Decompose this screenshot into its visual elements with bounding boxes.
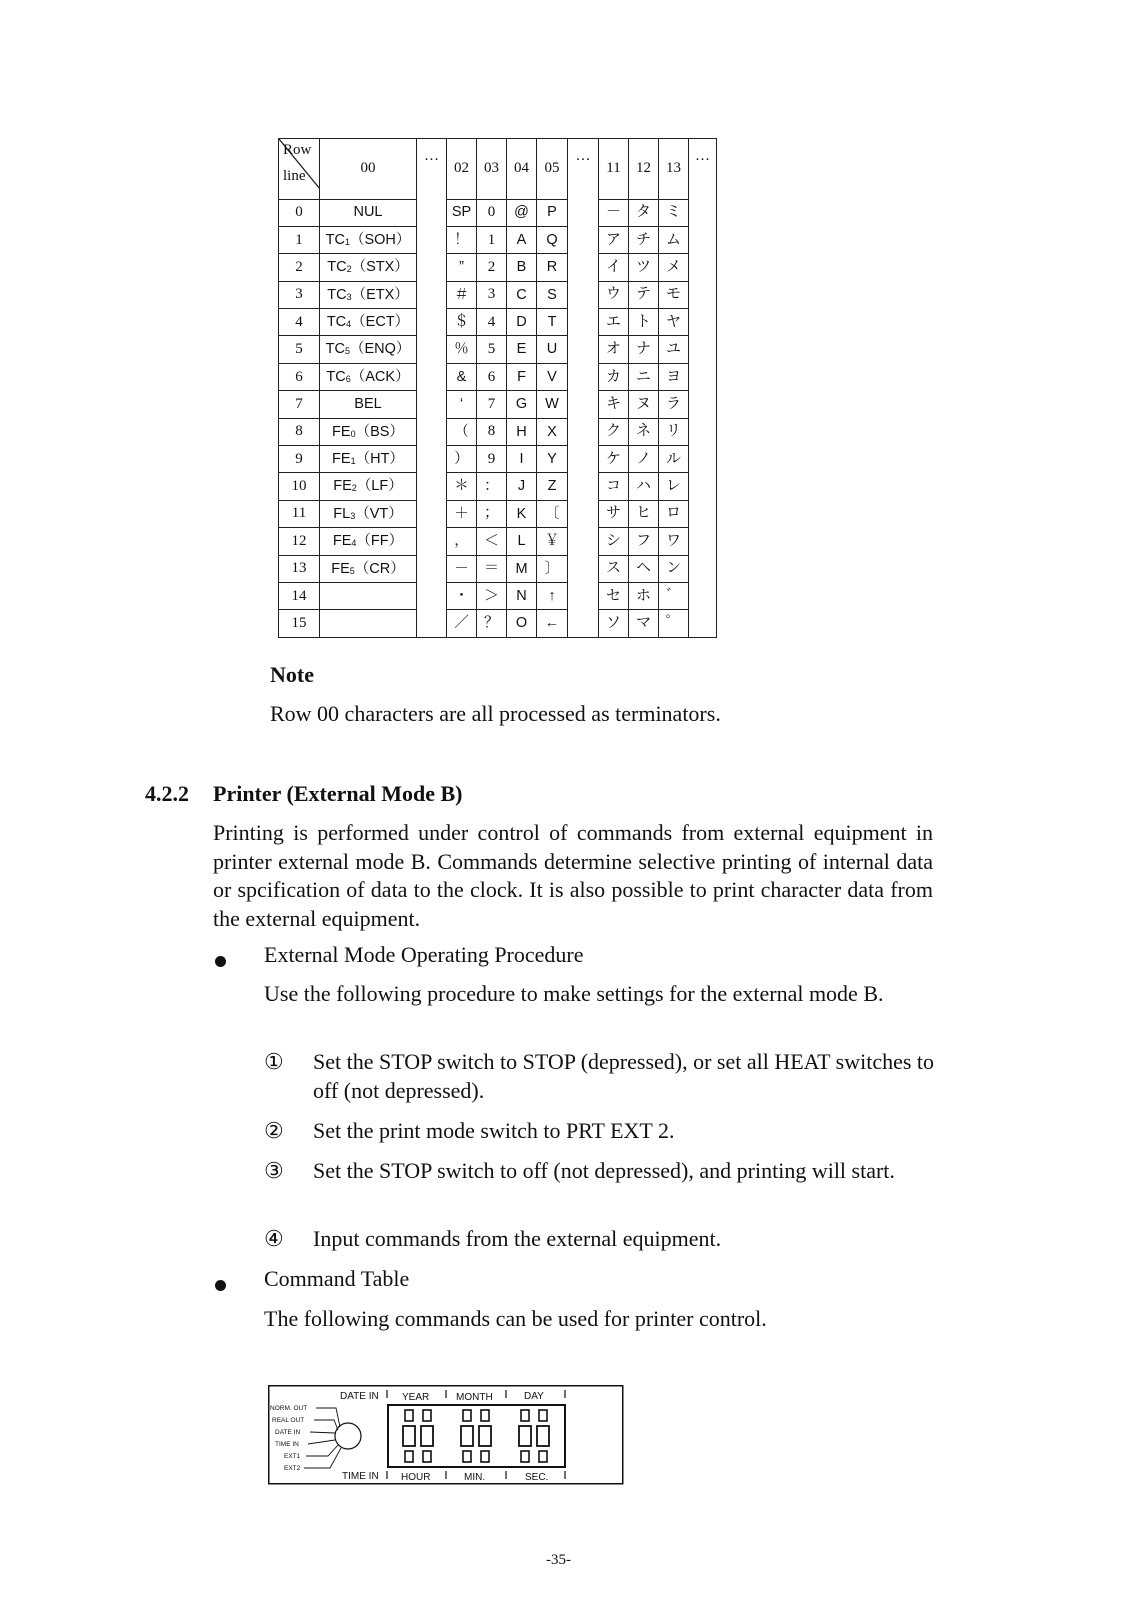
bullet-icon: [215, 956, 226, 967]
field-separators: [387, 1390, 565, 1479]
table-cell-c13: ル: [659, 446, 689, 473]
table-gap-cell: [417, 446, 447, 473]
row-line-number: 0: [279, 199, 320, 226]
row-line-number: 1: [279, 226, 320, 253]
step-number: ④: [264, 1226, 284, 1251]
table-cell-c02: &: [447, 363, 477, 390]
panel-date-in-label: DATE IN: [340, 1391, 379, 1402]
column-header: 03: [477, 139, 507, 200]
table-cell-c11: セ: [599, 582, 629, 609]
table-cell-c11: コ: [599, 473, 629, 500]
thumbwheel-digit: [521, 1410, 529, 1421]
table-cell-c00: $FE_0(BS)$: [320, 418, 417, 445]
table-cell-c12: ト: [629, 309, 659, 336]
table-cell-c12: ノ: [629, 446, 659, 473]
table-cell-c02: ，: [447, 528, 477, 555]
table-cell-c12: ツ: [629, 254, 659, 281]
table-header-row: [279, 139, 717, 200]
table-cell-c03: 0: [477, 199, 507, 226]
table-gap-cell: [568, 391, 599, 418]
column-header: 02: [447, 139, 477, 200]
row-line-number: 6: [279, 363, 320, 390]
table-cell-c11: ソ: [599, 610, 629, 637]
column-header: 13: [659, 139, 689, 200]
thumbwheel-digit: [539, 1410, 547, 1421]
table-gap-cell: [417, 363, 447, 390]
row-line-number: 12: [279, 528, 320, 555]
step-text: Set the print mode switch to PRT EXT 2.: [313, 1118, 675, 1143]
column-header: 05: [537, 139, 568, 200]
field-label-sec: SEC.: [525, 1472, 549, 1483]
thumbwheel-digit: [521, 1451, 529, 1462]
table-gap-cell: [689, 254, 717, 281]
table-gap-cell: [689, 473, 717, 500]
table-cell-c05: X: [537, 418, 568, 445]
table-cell-c00: $FE_5(CR)$: [320, 555, 417, 582]
table-cell-c03: ：: [477, 473, 507, 500]
note-heading: Note: [270, 662, 314, 687]
table-cell-c13: ヨ: [659, 363, 689, 390]
row-line-number: 13: [279, 555, 320, 582]
table-row: [279, 528, 717, 555]
row-line-number: 8: [279, 418, 320, 445]
row-line-number: 2: [279, 254, 320, 281]
table-gap-cell: [689, 391, 717, 418]
table-cell-c12: テ: [629, 281, 659, 308]
table-row: [279, 391, 717, 418]
table-cell-c03: 3: [477, 281, 507, 308]
selector-label: DATE IN: [275, 1429, 301, 1436]
table-gap-cell: [417, 226, 447, 253]
table-gap-cell: [568, 446, 599, 473]
table-row: [279, 446, 717, 473]
table-cell-c11: ケ: [599, 446, 629, 473]
row-line-number: 14: [279, 582, 320, 609]
step-number: ①: [264, 1049, 284, 1074]
row-line-number: 4: [279, 309, 320, 336]
step-number: ②: [264, 1118, 284, 1143]
table-gap-cell: [689, 418, 717, 445]
table-cell-c03: 2: [477, 254, 507, 281]
table-row: [279, 610, 717, 637]
table-cell-c04: H: [507, 418, 537, 445]
table-gap-cell: [417, 199, 447, 226]
table-cell-c05: 〔: [537, 500, 568, 527]
print-mode-panel-diagram: [268, 1385, 624, 1485]
row-line-number: 5: [279, 336, 320, 363]
table-cell-c04: K: [507, 500, 537, 527]
table-cell-c04: I: [507, 446, 537, 473]
table-row: [279, 226, 717, 253]
table-gap-cell: [568, 226, 599, 253]
table-gap-cell: [689, 226, 717, 253]
column-header: 00: [320, 139, 417, 200]
table-cell-c04: D: [507, 309, 537, 336]
table-row: [279, 363, 717, 390]
table-cell-c00: $TC_2(STX)$: [320, 254, 417, 281]
table-gap-cell: [689, 199, 717, 226]
table-row: [279, 281, 717, 308]
table-row: [279, 582, 717, 609]
table-cell-c00: $FE_1(HT)$: [320, 446, 417, 473]
thumbwheel-digit: [539, 1451, 547, 1462]
row-line-number: 7: [279, 391, 320, 418]
row-line-number: 10: [279, 473, 320, 500]
table-cell-c00: NUL: [320, 199, 417, 226]
table-row: [279, 500, 717, 527]
table-cell-c03: ＞: [477, 582, 507, 609]
table-cell-c03: 6: [477, 363, 507, 390]
section-number: 4.2.2: [145, 781, 189, 806]
thumbwheel-digit: [519, 1426, 531, 1446]
table-cell-c02: －: [447, 555, 477, 582]
table-cell-c03: ；: [477, 500, 507, 527]
table-row: [279, 336, 717, 363]
thumbwheel-digit: [423, 1451, 431, 1462]
procedure-title: External Mode Operating Procedure: [264, 942, 584, 967]
table-cell-c11: ア: [599, 226, 629, 253]
table-cell-c05: W: [537, 391, 568, 418]
selector-label: EXT2: [284, 1465, 301, 1472]
thumbwheel-digit: [421, 1426, 433, 1446]
table-cell-c03: 9: [477, 446, 507, 473]
section-title: Printer (External Mode B): [213, 781, 463, 806]
table-cell-c03: ＝: [477, 555, 507, 582]
table-cell-c03: 1: [477, 226, 507, 253]
page-number: -35-: [546, 1552, 571, 1568]
field-label-min: MIN.: [464, 1472, 486, 1483]
table-cell-c05: Z: [537, 473, 568, 500]
table-gap-cell: [568, 199, 599, 226]
table-cell-c04: B: [507, 254, 537, 281]
column-header-ellipsis: …: [568, 139, 599, 200]
table-cell-c00: $FE_2(LF)$: [320, 473, 417, 500]
table-cell-c05: Q: [537, 226, 568, 253]
table-cell-c02: ！: [447, 226, 477, 253]
table-row: [279, 473, 717, 500]
thumbwheel-digit: [463, 1451, 471, 1462]
note-text: Row 00 characters are all processed as terminators.: [270, 701, 721, 726]
row-line-corner-cell: [279, 139, 320, 200]
table-cell-c00: $FL_3(VT)$: [320, 500, 417, 527]
table-cell-c02: ‘: [447, 391, 477, 418]
table-cell-c12: ヒ: [629, 500, 659, 527]
table-cell-c04: N: [507, 582, 537, 609]
table-cell-c02: ％: [447, 336, 477, 363]
column-header-ellipsis: …: [689, 139, 717, 200]
table-cell-c12: ヌ: [629, 391, 659, 418]
table-cell-c12: ニ: [629, 363, 659, 390]
selector-label: NORM. OUT: [270, 1405, 308, 1412]
thumbwheel-digit: [405, 1451, 413, 1462]
table-cell-c11: サ: [599, 500, 629, 527]
table-cell-c11: オ: [599, 336, 629, 363]
table-cell-c04: F: [507, 363, 537, 390]
table-cell-c02: ＄: [447, 309, 477, 336]
mode-selector-knob: [335, 1423, 361, 1449]
table-cell-c04: G: [507, 391, 537, 418]
table-cell-c03: 4: [477, 309, 507, 336]
table-cell-c05: ￥: [537, 528, 568, 555]
table-cell-c03: 8: [477, 418, 507, 445]
table-cell-c03: ＜: [477, 528, 507, 555]
table-cell-c11: エ: [599, 309, 629, 336]
table-cell-c00: $TC_5(ENQ)$: [320, 336, 417, 363]
thumbwheel-digit: [403, 1426, 415, 1446]
table-cell-c00: $FE_4(FF)$: [320, 528, 417, 555]
table-gap-cell: [689, 555, 717, 582]
row-line-number: 15: [279, 610, 320, 637]
table-cell-c04: E: [507, 336, 537, 363]
table-cell-c00: $TC_3(ETX)$: [320, 281, 417, 308]
table-cell-c05: ↑: [537, 582, 568, 609]
table-cell-c04: A: [507, 226, 537, 253]
table-gap-cell: [568, 555, 599, 582]
table-gap-cell: [417, 336, 447, 363]
table-row: [279, 254, 717, 281]
field-label-hour: HOUR: [401, 1472, 431, 1483]
table-cell-c05: ←: [537, 610, 568, 637]
selector-label: EXT1: [284, 1453, 301, 1460]
table-gap-cell: [417, 555, 447, 582]
table-row: [279, 555, 717, 582]
table-cell-c13: レ: [659, 473, 689, 500]
table-cell-c12: ハ: [629, 473, 659, 500]
table-gap-cell: [689, 336, 717, 363]
table-gap-cell: [568, 281, 599, 308]
step-number: ③: [264, 1158, 284, 1183]
bullet-icon: [215, 1280, 226, 1291]
table-gap-cell: [417, 528, 447, 555]
table-cell-c00: BEL: [320, 391, 417, 418]
section-paragraph: Printing is performed under control of commands from external equipment in printer external mode B. Commands determine selective printing of internal data or spcification of data to the clock. It is also possible to print character data from the external equipment.: [213, 820, 933, 931]
table-gap-cell: [417, 254, 447, 281]
table-gap-cell: [568, 336, 599, 363]
table-cell-c02: ＊: [447, 473, 477, 500]
table-cell-c05: U: [537, 336, 568, 363]
table-cell-c04: C: [507, 281, 537, 308]
procedure-intro: Use the following procedure to make settings for the external mode B.: [264, 981, 884, 1006]
table-cell-c00: $TC_1(SOH)$: [320, 226, 417, 253]
panel-time-in-label: TIME IN: [342, 1471, 379, 1482]
table-cell-c03: 5: [477, 336, 507, 363]
table-cell-c12: ネ: [629, 418, 659, 445]
table-cell-c13: リ: [659, 418, 689, 445]
thumbwheel-digit: [479, 1426, 491, 1446]
table-gap-cell: [689, 363, 717, 390]
table-gap-cell: [417, 610, 447, 637]
table-row: [279, 418, 717, 445]
table-gap-cell: [568, 528, 599, 555]
row-line-number: 11: [279, 500, 320, 527]
table-cell-c02: ＃: [447, 281, 477, 308]
step-text: Set the STOP switch to off (not depressed), and printing will start.: [313, 1158, 895, 1183]
column-header-ellipsis: …: [417, 139, 447, 200]
table-gap-cell: [689, 281, 717, 308]
table-cell-c13: ワ: [659, 528, 689, 555]
thumbwheel-switches: [403, 1410, 549, 1462]
table-cell-c13: モ: [659, 281, 689, 308]
table-cell-c04: J: [507, 473, 537, 500]
table-cell-c00: [320, 582, 417, 609]
table-cell-c11: カ: [599, 363, 629, 390]
table-cell-c11: ウ: [599, 281, 629, 308]
thumbwheel-digit: [481, 1410, 489, 1421]
table-cell-c13: ロ: [659, 500, 689, 527]
table-row: [279, 199, 717, 226]
table-cell-c12: ホ: [629, 582, 659, 609]
table-cell-c12: マ: [629, 610, 659, 637]
table-cell-c02: （: [447, 418, 477, 445]
table-gap-cell: [689, 582, 717, 609]
table-cell-c12: ナ: [629, 336, 659, 363]
table-cell-c13: メ: [659, 254, 689, 281]
command-table-intro: The following commands can be used for printer control.: [264, 1306, 767, 1331]
table-cell-c11: イ: [599, 254, 629, 281]
selector-label: TIME IN: [275, 1441, 299, 1448]
table-cell-c12: チ: [629, 226, 659, 253]
table-cell-c04: @: [507, 199, 537, 226]
field-label-year: YEAR: [402, 1392, 430, 1403]
table-row: [279, 309, 717, 336]
table-cell-c05: 〕: [537, 555, 568, 582]
table-cell-c12: ヘ: [629, 555, 659, 582]
table-cell-c13: ヤ: [659, 309, 689, 336]
column-header: 11: [599, 139, 629, 200]
field-label-month: MONTH: [456, 1392, 493, 1403]
table-gap-cell: [568, 473, 599, 500]
table-gap-cell: [689, 446, 717, 473]
table-cell-c05: T: [537, 309, 568, 336]
thumbwheel-digit: [537, 1426, 549, 1446]
table-gap-cell: [689, 309, 717, 336]
table-gap-cell: [417, 391, 447, 418]
character-code-table: [278, 138, 717, 638]
table-gap-cell: [417, 500, 447, 527]
table-gap-cell: [417, 418, 447, 445]
table-cell-c04: M: [507, 555, 537, 582]
table-cell-c11: ス: [599, 555, 629, 582]
corner-row-label: Row: [283, 142, 312, 158]
table-cell-c12: フ: [629, 528, 659, 555]
table-cell-c03: 7: [477, 391, 507, 418]
table-gap-cell: [568, 582, 599, 609]
table-cell-c11: シ: [599, 528, 629, 555]
table-cell-c13: ミ: [659, 199, 689, 226]
table-cell-c05: P: [537, 199, 568, 226]
table-cell-c13: ユ: [659, 336, 689, 363]
table-gap-cell: [568, 254, 599, 281]
row-line-number: 3: [279, 281, 320, 308]
table-cell-c13: ゜: [659, 610, 689, 637]
table-gap-cell: [689, 528, 717, 555]
table-cell-c02: ”: [447, 254, 477, 281]
column-header: 12: [629, 139, 659, 200]
table-gap-cell: [417, 473, 447, 500]
table-gap-cell: [568, 500, 599, 527]
table-gap-cell: [417, 281, 447, 308]
thumbwheel-digit: [423, 1410, 431, 1421]
table-gap-cell: [568, 418, 599, 445]
table-cell-c02: ）: [447, 446, 477, 473]
table-cell-c02: ・: [447, 582, 477, 609]
table-cell-c02: ＋: [447, 500, 477, 527]
table-cell-c13: ラ: [659, 391, 689, 418]
table-cell-c13: ム: [659, 226, 689, 253]
table-gap-cell: [689, 610, 717, 637]
table-cell-c04: O: [507, 610, 537, 637]
table-gap-cell: [417, 309, 447, 336]
table-cell-c05: Y: [537, 446, 568, 473]
thumbwheel-digit: [405, 1410, 413, 1421]
table-cell-c13: ゛: [659, 582, 689, 609]
panel-outline: [269, 1386, 623, 1484]
step-text: Input commands from the external equipment.: [313, 1226, 722, 1251]
column-header: 04: [507, 139, 537, 200]
table-cell-c11: ク: [599, 418, 629, 445]
table-gap-cell: [689, 500, 717, 527]
table-cell-c02: ／: [447, 610, 477, 637]
table-cell-c05: V: [537, 363, 568, 390]
table-cell-c00: [320, 610, 417, 637]
table-gap-cell: [568, 363, 599, 390]
table-cell-c11: －: [599, 199, 629, 226]
command-table-title: Command Table: [264, 1266, 410, 1291]
table-cell-c02: SP: [447, 199, 477, 226]
thumbwheel-digit: [481, 1451, 489, 1462]
table-cell-c00: $TC_4(ECT)$: [320, 309, 417, 336]
field-label-day: DAY: [524, 1391, 544, 1402]
thumbwheel-digit: [463, 1410, 471, 1421]
table-gap-cell: [568, 309, 599, 336]
thumbwheel-digit: [461, 1426, 473, 1446]
table-cell-c05: R: [537, 254, 568, 281]
corner-line-label: line: [283, 168, 306, 184]
table-cell-c03: ？: [477, 610, 507, 637]
table-cell-c04: L: [507, 528, 537, 555]
table-cell-c13: ン: [659, 555, 689, 582]
table-gap-cell: [417, 582, 447, 609]
section-heading: [145, 780, 462, 809]
row-line-number: 9: [279, 446, 320, 473]
step-text: Set the STOP switch to STOP (depressed), or set all HEAT switches to off (not depressed).: [313, 1049, 935, 1103]
table-cell-c12: タ: [629, 199, 659, 226]
selector-label: REAL OUT: [272, 1417, 305, 1424]
table-cell-c00: $TC_6(ACK)$: [320, 363, 417, 390]
table-cell-c11: キ: [599, 391, 629, 418]
table-gap-cell: [568, 610, 599, 637]
table-cell-c05: S: [537, 281, 568, 308]
